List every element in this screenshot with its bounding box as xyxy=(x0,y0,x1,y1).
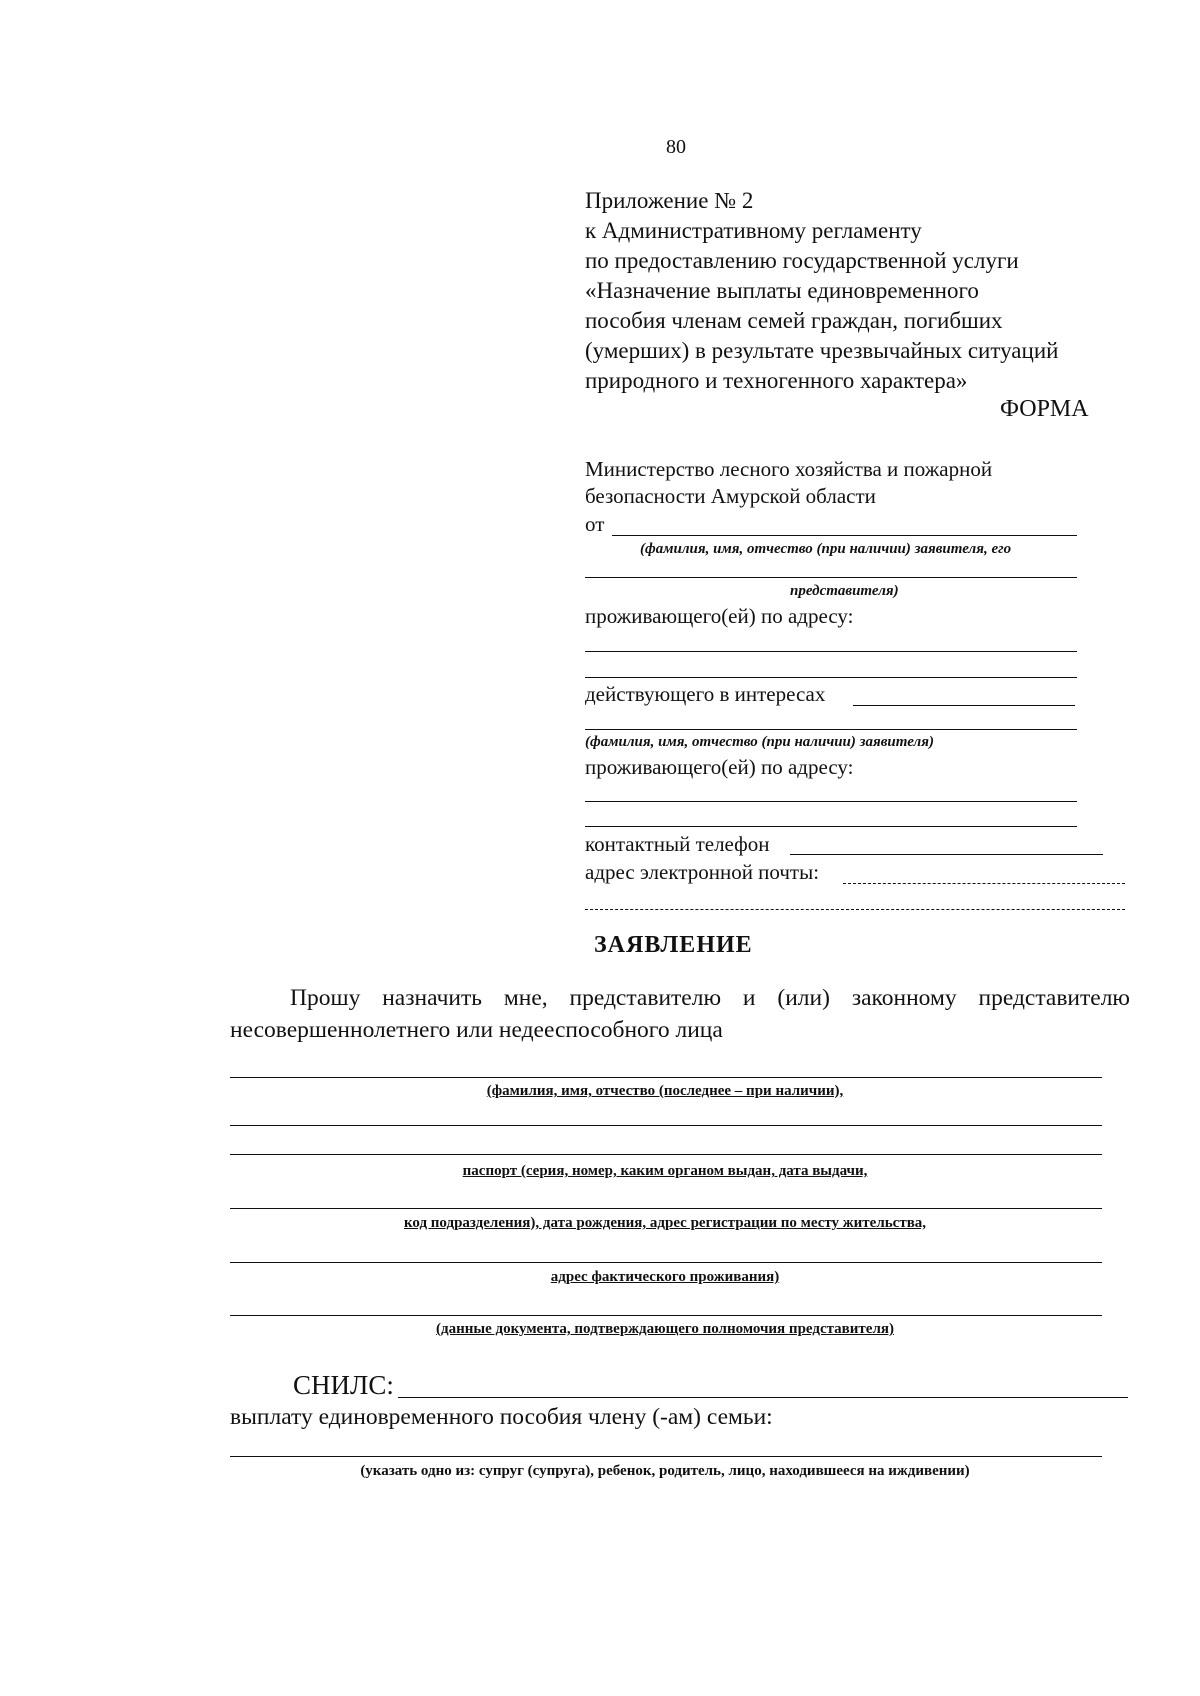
ministry-line: безопасности Амурской области xyxy=(585,484,876,508)
document-title: ЗАЯВЛЕНИЕ xyxy=(594,932,753,958)
ministry-line: Министерство лесного хозяйства и пожарной xyxy=(585,457,993,481)
annex-line: «Назначение выплаты единовременного xyxy=(585,278,979,303)
code-caption: код подразделения), дата рождения, адрес регистрации по месту жительства, xyxy=(403,1215,927,1231)
page-number: 80 xyxy=(666,136,686,158)
from-label: от xyxy=(585,512,605,536)
representative-field-2[interactable] xyxy=(230,1125,1102,1126)
fio-caption: (фамилия, имя, отчество (последнее – при наличии), xyxy=(486,1083,844,1099)
actual-address-caption: адрес фактического проживания) xyxy=(550,1269,780,1285)
email-field[interactable] xyxy=(843,883,1125,884)
email-field-2[interactable] xyxy=(585,909,1125,910)
annex-line: природного и техногенного характера» xyxy=(585,368,968,393)
applicant-caption: (фамилия, имя, отчество (при наличии) заявителя) xyxy=(585,734,934,750)
form-label: ФОРМА xyxy=(1000,396,1089,422)
residing-label: проживающего(ей) по адресу: xyxy=(585,755,854,779)
representative-field[interactable] xyxy=(230,1077,1102,1078)
annex-line: по предоставлению государственной услуги xyxy=(585,248,1019,273)
annex-header xyxy=(585,186,1125,396)
authority-document-field[interactable] xyxy=(230,1315,1102,1316)
email-label: адрес электронной почты: xyxy=(585,860,820,884)
applicant-caption: представителя) xyxy=(790,583,899,599)
body-paragraph: Прошу назначить мне, представителю и (или) законному представителю xyxy=(290,985,1130,1011)
code-field[interactable] xyxy=(230,1208,1102,1209)
address-field[interactable] xyxy=(585,651,1077,652)
authority-document-caption: (данные документа, подтверждающего полномочия представителя) xyxy=(436,1321,894,1337)
address-field-2[interactable] xyxy=(585,677,1077,678)
actual-address-field[interactable] xyxy=(230,1262,1102,1263)
applicant-name-field[interactable] xyxy=(612,535,1077,536)
passport-field[interactable] xyxy=(230,1154,1102,1155)
body-paragraph: несовершеннолетнего или недееспособного лица xyxy=(230,1017,723,1043)
annex-line: к Административному регламенту xyxy=(585,218,922,243)
annex-line: пособия членам семей граждан, погибших xyxy=(585,308,1003,333)
payment-line: выплату единовременного пособия члену (-ам) семьи: xyxy=(230,1404,773,1430)
acting-field-2[interactable] xyxy=(585,729,1077,730)
passport-caption: паспорт (серия, номер, каким органом выдан, дата выдачи, xyxy=(462,1163,868,1179)
address-field[interactable] xyxy=(585,801,1077,802)
snils-field[interactable] xyxy=(398,1397,1128,1398)
phone-field[interactable] xyxy=(790,854,1103,855)
address-field-2[interactable] xyxy=(585,826,1077,827)
family-member-field[interactable] xyxy=(230,1456,1102,1457)
applicant-caption: (фамилия, имя, отчество (при наличии) заявителя, его xyxy=(640,541,1012,557)
snils-label: СНИЛС: xyxy=(293,1370,394,1400)
acting-field[interactable] xyxy=(853,705,1075,706)
acting-label: действующего в интересах xyxy=(585,682,826,706)
residing-label: проживающего(ей) по адресу: xyxy=(585,604,854,628)
annex-line: (умерших) в результате чрезвычайных ситуаций xyxy=(585,338,1059,363)
applicant-name-field-2[interactable] xyxy=(585,577,1077,578)
annex-line: Приложение № 2 xyxy=(585,188,754,213)
phone-label: контактный телефон xyxy=(585,832,770,856)
family-member-caption: (указать одно из: супруг (супруга), ребенок, родитель, лицо, находившееся на иждивении) xyxy=(360,1463,970,1479)
